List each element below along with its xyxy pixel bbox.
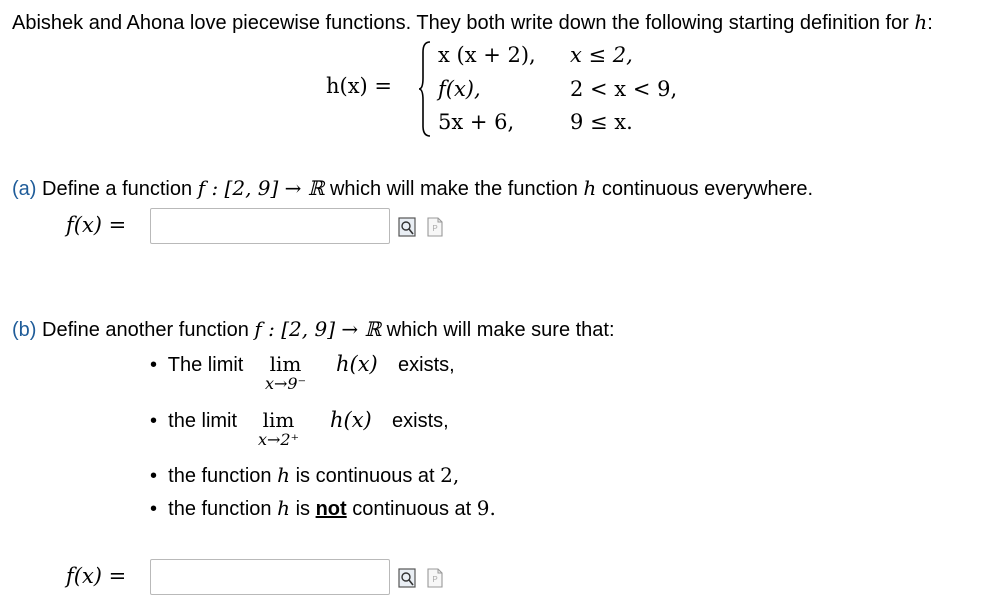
case-1-cond: x ≤ 2, (570, 43, 633, 67)
limit-2-word: lim (262, 408, 295, 432)
bullet-3-dot: • (150, 465, 158, 487)
limit-1-word: lim (269, 352, 302, 376)
bullet-2-prefix: the limit (168, 410, 238, 432)
bullet-4-dot: • (150, 498, 158, 520)
bullet-4-mid: continuous at (352, 498, 472, 520)
bullet-4-prefix: the function (168, 498, 272, 520)
bullet-3-mid: is continuous at (295, 465, 435, 487)
intro-text (12, 10, 933, 35)
limit-2-sub: x→2⁺ (258, 430, 300, 449)
left-brace-icon (418, 40, 432, 138)
help-document-icon[interactable] (427, 568, 443, 588)
case-3-expr: 5x + 6, (438, 110, 515, 134)
limit-2 (258, 408, 299, 449)
bullet-1-prefix: The limit (167, 354, 244, 376)
bullet-3-var: h (277, 463, 291, 487)
part-a-text-before: Define a function (42, 178, 193, 200)
part-a-var: h (583, 176, 597, 200)
bullet-4-is: is (295, 498, 311, 520)
limit-1-suffix: exists, (398, 354, 455, 376)
bullet-3-prefix: the function (168, 465, 272, 487)
case-1-expr: x (x + 2), (438, 43, 536, 67)
piecewise-lhs: h(x) = (326, 74, 393, 98)
part-b-answer-input[interactable] (150, 559, 390, 595)
part-b-answer-label: f(x) = (66, 564, 127, 588)
bullet-2 (150, 410, 237, 433)
bullet-4-var: h (277, 496, 291, 520)
part-a-text-after: which will make the function (329, 178, 578, 200)
bullet-3-val: 2, (440, 463, 460, 487)
bullet-4-val: 9. (476, 496, 496, 520)
svg-text:P: P (432, 224, 438, 233)
part-b-map: f : [2, 9] → ℝ (254, 317, 382, 341)
part-a-answer-label: f(x) = (66, 213, 127, 237)
part-b-text-before: Define another function (42, 319, 249, 341)
intro-colon: : (927, 12, 933, 34)
case-3-cond: 9 ≤ x. (570, 110, 633, 134)
part-b-question (12, 317, 615, 342)
limit-1-sub: x→9⁻ (265, 374, 307, 393)
part-b-label: (b) (12, 319, 37, 341)
bullet-3 (150, 463, 459, 488)
preview-icon[interactable] (398, 217, 416, 237)
intro-sentence: Abishek and Ahona love piecewise functions. They both write down the following starting definition for (12, 12, 909, 34)
bullet-4-not: not (315, 498, 347, 520)
bullet-1 (150, 354, 243, 377)
part-b-text-after: which will make sure that: (386, 319, 615, 341)
part-a-question (12, 176, 813, 201)
part-a-text-end: continuous everywhere. (601, 178, 814, 200)
bullet-2-dot: • (150, 410, 158, 432)
case-2-expr: f(x), (438, 77, 481, 101)
part-a-map: f : [2, 9] → ℝ (197, 176, 325, 200)
bullet-4 (150, 496, 496, 521)
intro-var: h (914, 10, 928, 34)
limit-2-suffix: exists, (392, 410, 449, 432)
preview-icon[interactable] (398, 568, 416, 588)
limit-1 (265, 352, 306, 393)
limit-2-expr: h(x) (330, 408, 372, 432)
case-2-cond: 2 < x < 9, (570, 77, 678, 101)
part-a-label: (a) (12, 178, 37, 200)
part-a-answer-input[interactable] (150, 208, 390, 244)
limit-1-expr: h(x) (336, 352, 378, 376)
help-document-icon[interactable] (427, 217, 443, 237)
bullet-1-dot: • (150, 354, 158, 376)
svg-text:P: P (432, 575, 438, 584)
